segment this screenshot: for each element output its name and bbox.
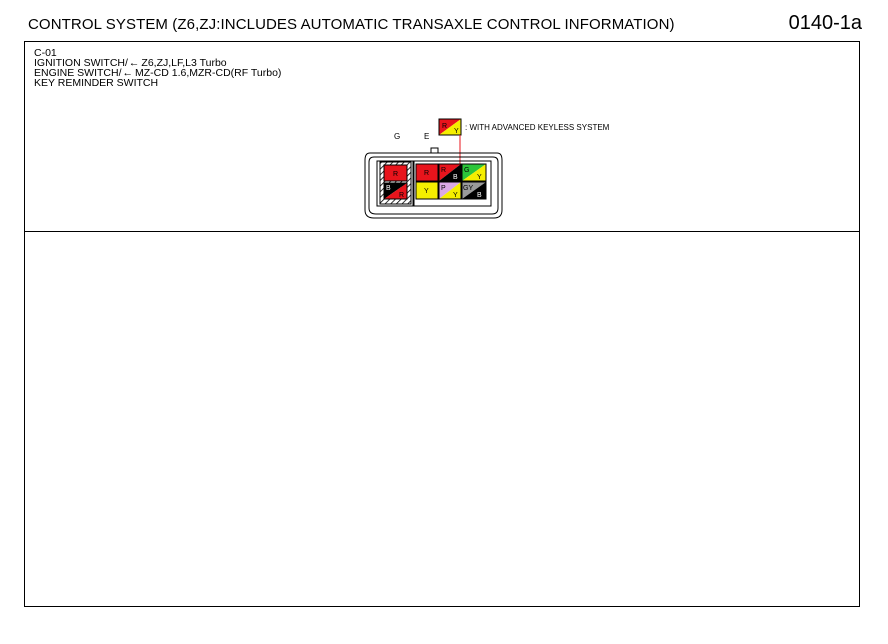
pin-r1c3-b-label: Y bbox=[477, 174, 482, 181]
side-label-e: E bbox=[424, 132, 430, 141]
pin-r1c2-a-label: R bbox=[441, 167, 447, 174]
pin-r1c2-b-label: B bbox=[453, 174, 458, 181]
legend-swatch bbox=[439, 119, 461, 135]
page-title: CONTROL SYSTEM (Z6,ZJ:INCLUDES AUTOMATIC TRANSAXLE CONTROL INFORMATION) bbox=[28, 16, 675, 33]
side-label-g: G bbox=[394, 132, 401, 141]
connector-code: C-01 bbox=[34, 47, 57, 59]
pin-r1c1-label: R bbox=[424, 170, 430, 177]
ignition-switch-label: IGNITION SWITCH/ bbox=[34, 57, 128, 69]
pin-r2c3-a-label: GY bbox=[463, 185, 474, 192]
left-pin-block bbox=[380, 162, 411, 204]
pin-left-top-label: R bbox=[393, 171, 399, 178]
page-number: 0140-1a bbox=[788, 12, 862, 34]
pin-left-bottom-a-label: B bbox=[386, 185, 391, 192]
engine-switch-models: MZ-CD 1.6,MZR-CD(RF Turbo) bbox=[135, 67, 282, 79]
pin-r2c1-label: Y bbox=[424, 188, 429, 195]
connector-name-line-3: KEY REMINDER SWITCH bbox=[34, 77, 159, 89]
ignition-switch-models: Z6,ZJ,LF,L3 Turbo bbox=[141, 57, 227, 69]
arrow-left-icon: ← bbox=[122, 67, 134, 79]
pin-r2c2-b-label: Y bbox=[453, 192, 458, 199]
pin-r2c3-b-label: B bbox=[477, 192, 482, 199]
arrow-left-icon: ← bbox=[128, 57, 140, 69]
engine-switch-label: ENGINE SWITCH/ bbox=[34, 67, 122, 79]
right-pin-block bbox=[416, 164, 486, 199]
pin-left-bottom-b-label: R bbox=[399, 192, 405, 199]
legend-text: : WITH ADVANCED KEYLESS SYSTEM bbox=[465, 123, 610, 132]
legend-swatch-bottom-label: Y bbox=[454, 128, 459, 135]
legend-swatch-top-label: R bbox=[442, 123, 448, 130]
pin-r1c3-a-label: G bbox=[464, 167, 470, 174]
pin-r2c2-a-label: P bbox=[441, 185, 446, 192]
